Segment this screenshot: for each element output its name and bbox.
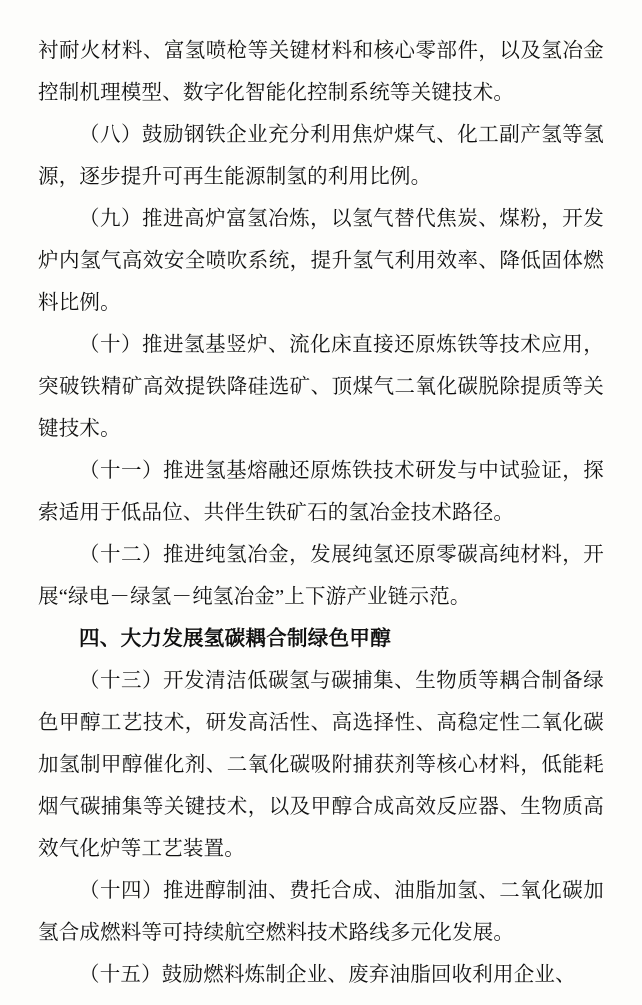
numbered-item-14: （十四）推进醇制油、费托合成、油脂加氢、二氧化碳加氢合成燃料等可持续航空燃料技术路线多元化发展。 (38, 880, 604, 944)
numbered-item-9: （九）推进高炉富氢冶炼，以氢气替代焦炭、煤粉，开发炉内氢气高效安全喷吹系统，提升氢气利用效率、降低固体燃料比例。 (38, 208, 604, 314)
numbered-item-13: （十三）开发清洁低碳氢与碳捕集、生物质等耦合制备绿色甲醇工艺技术，研发高活性、高选择性、高稳定性二氧化碳加氢制甲醇催化剂、二氧化碳吸附捕获剂等核心材料，低能耗烟气碳捕集等关键技术，以及甲醇合成高效反应器、生物质高效气化炉等工艺装置。 (38, 670, 604, 860)
numbered-item-11: （十一）推进氢基熔融还原炼铁技术研发与中试验证，探索适用于低品位、共伴生铁矿石的氢冶金技术路径。 (38, 460, 604, 524)
numbered-item-12: （十二）推进纯氢冶金，发展纯氢还原零碳高纯材料，开展“绿电－绿氢－纯氢冶金”上下游产业链示范。 (38, 544, 604, 608)
numbered-item-15: （十五）鼓励燃料炼制企业、废弃油脂回收利用企业、 (79, 964, 576, 986)
section-heading-four: 四、大力发展氢碳耦合制绿色甲醇 (79, 627, 391, 650)
numbered-item-10: （十）推进氢基竖炉、流化床直接还原炼铁等技术应用，突破铁精矿高效提铁降硅选矿、顶煤气二氧化碳脱除提质等关键技术。 (38, 334, 604, 440)
paragraph-continued: 衬耐火材料、富氢喷枪等关键材料和核心零部件，以及氢冶金控制机理模型、数字化智能化控制系统等关键技术。 (38, 40, 604, 104)
document-body (38, 30, 604, 996)
numbered-item-8: （八）鼓励钢铁企业充分利用焦炉煤气、化工副产氢等氢源，逐步提升可再生能源制氢的利用比例。 (38, 124, 604, 188)
